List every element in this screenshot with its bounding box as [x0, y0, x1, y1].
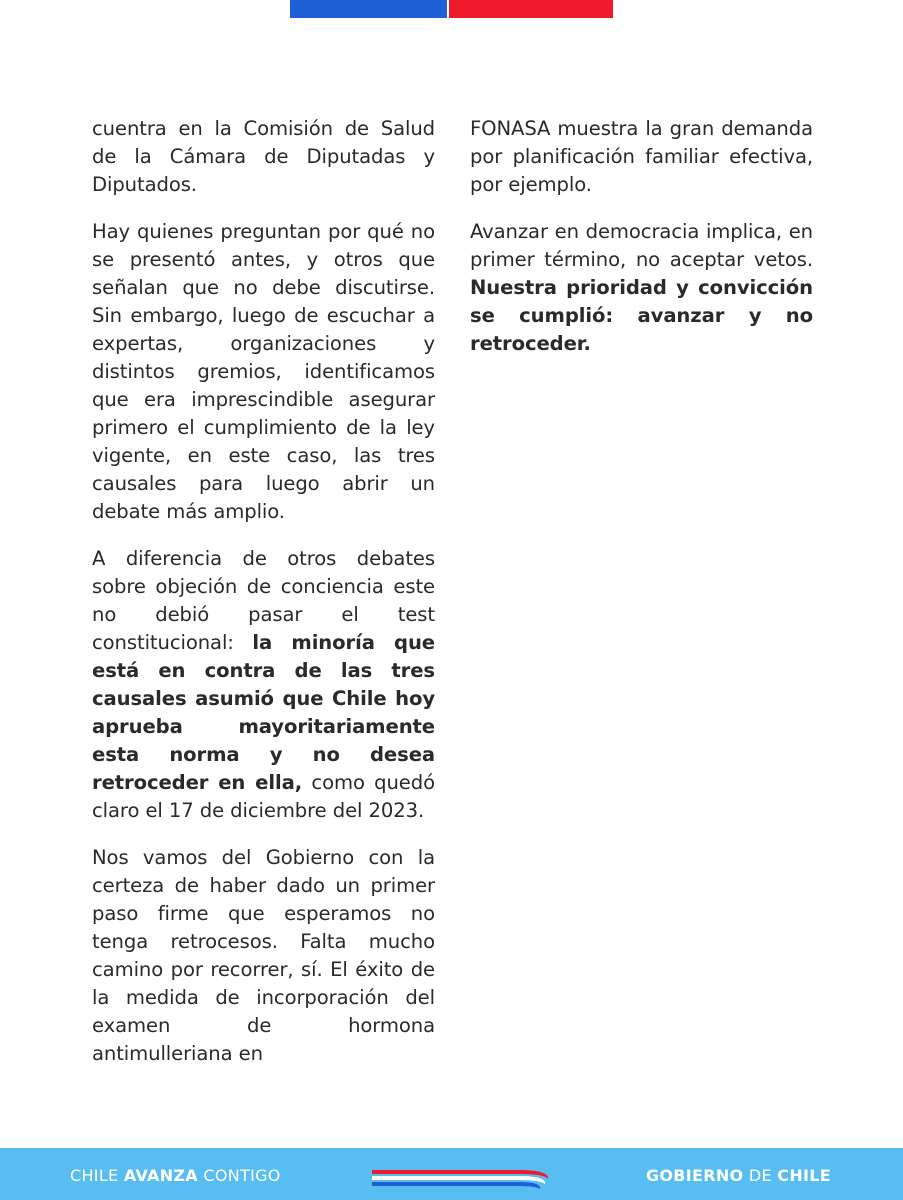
paragraph-5: FONASA muestra la gran demanda por planificación familiar efectiva, por ejemplo. — [470, 117, 813, 196]
slogan-contigo: CONTIGO — [198, 1166, 281, 1185]
chile-word: CHILE — [777, 1166, 831, 1185]
paragraph-3-intro: A diferencia de otros debates sobre objeción de conciencia este no debió pasar el test constitucional: — [92, 547, 435, 654]
paragraph-6 — [470, 218, 813, 358]
paragraph-1: cuentra en la Comisión de Salud de la Cámara de Diputadas y Diputados. — [92, 117, 435, 196]
footer-gobierno — [646, 1166, 831, 1185]
right-column — [470, 115, 813, 377]
paragraph-4: Nos vamos del Gobierno con la certeza de haber dado un primer paso firme que esperamos no tenga retrocesos. Falta mucho camino por recorrer, sí. El éxito de la medida de incorporación del examen de hormona antimulleriana en — [92, 846, 435, 1065]
footer-bar — [0, 1148, 903, 1200]
slogan-avanza: AVANZA — [123, 1166, 198, 1185]
footer-slogan — [70, 1166, 281, 1185]
paragraph-6-emphasis: Nuestra prioridad y convicción se cumplió: avanzar y no retroceder. — [470, 276, 813, 355]
paragraph-2: Hay quienes preguntan por qué no se presentó antes, y otros que señalan que no debe discutirse. Sin embargo, luego de escuchar a expertas, organizaciones y distintos gremios, identificamos que era imprescindible asegurar primero el cumplimiento de la ley vigente, en este caso, las tres causales para luego abrir un debate más amplio. — [92, 220, 435, 523]
left-column — [92, 115, 435, 1087]
flag-stripe-red — [449, 0, 613, 18]
slogan-chile: CHILE — [70, 1166, 124, 1185]
gobierno-logo-icon — [370, 1162, 552, 1190]
de-word: DE — [743, 1166, 778, 1185]
paragraph-3 — [92, 545, 435, 825]
flag-stripe-blue — [290, 0, 447, 18]
paragraph-3-outro: como quedó claro el 17 de diciembre del 2023. — [92, 771, 435, 822]
gobierno-word: GOBIERNO — [645, 1166, 744, 1185]
paragraph-3-emphasis: la minoría que está en contra de las tres causales asumió que Chile hoy aprueba mayoritariamente esta norma y no desea retroceder en ella, — [92, 631, 436, 794]
paragraph-6-intro: Avanzar en democracia implica, en primer término, no aceptar vetos. — [470, 220, 813, 271]
